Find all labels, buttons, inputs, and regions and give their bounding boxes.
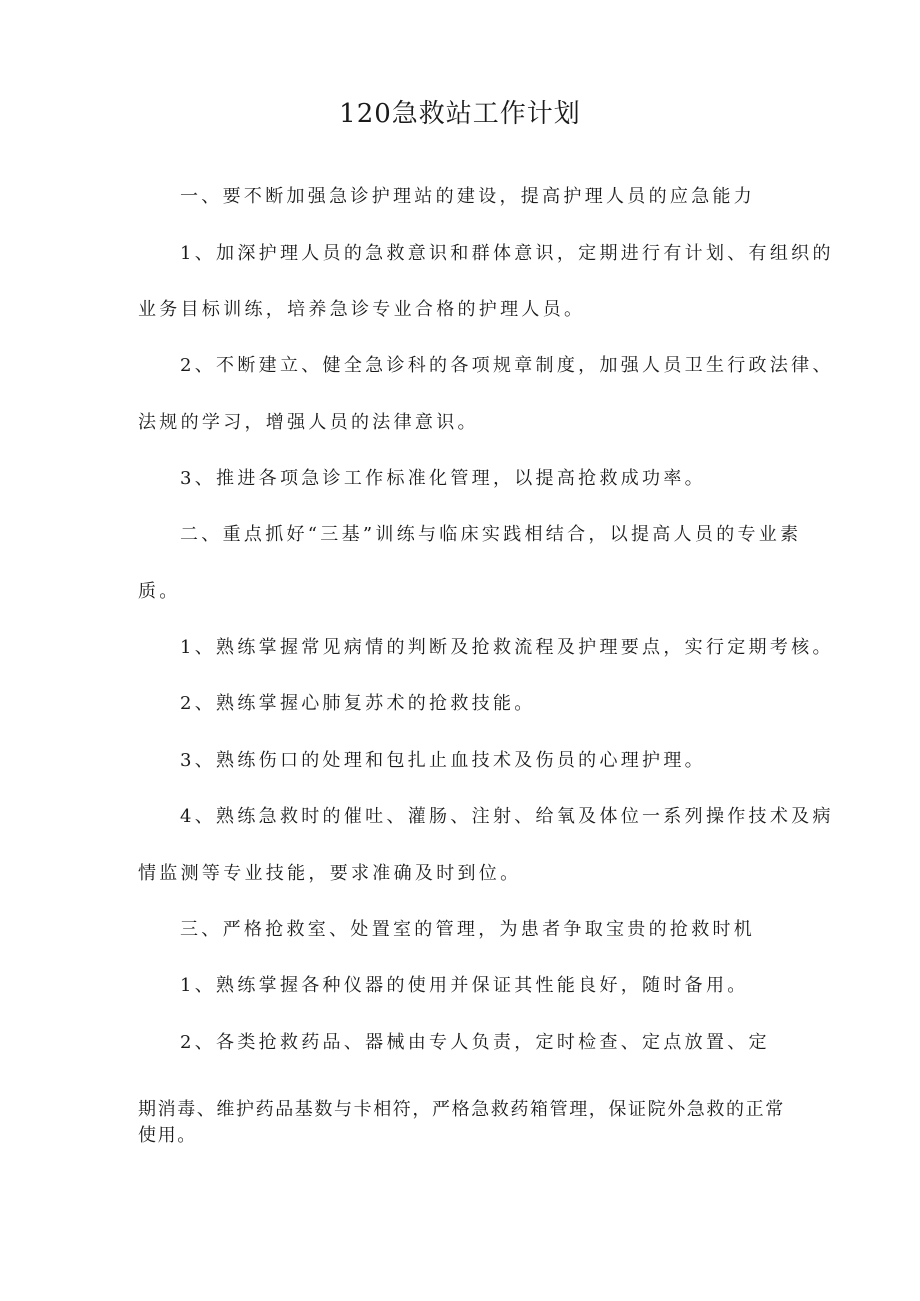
paragraph-line: 1、熟练掌握常见病情的判断及抢救流程及护理要点，实行定期考核。 <box>180 637 834 658</box>
paragraph-line: 4、熟练急救时的催吐、灌肠、注射、给氧及体位一系列操作技术及病 <box>180 806 834 827</box>
paragraph-line: 业务目标训练，培养急诊专业合格的护理人员。 <box>138 299 586 320</box>
paragraph-line: 2、不断建立、健全急诊科的各项规章制度，加强人员卫生行政法律、 <box>180 355 834 376</box>
paragraph-line: 2、各类抢救药品、器械由专人负责，定时检查、定点放置、定 <box>180 1032 770 1053</box>
section-heading-2: 二、重点抓好“三基”训练与临床实践相结合，以提高人员的专业素 <box>180 524 802 545</box>
paragraph-line: 期消毒、维护药品基数与卡相符，严格急救药箱管理，保证院外急救的正常 <box>138 1099 785 1120</box>
paragraph-line: 2、熟练掌握心肺复苏术的抢救技能。 <box>180 693 536 714</box>
paragraph-line: 法规的学习，增强人员的法律意识。 <box>138 412 479 433</box>
section-heading-3: 三、严格抢救室、处置室的管理，为患者争取宝贵的抢救时机 <box>180 919 756 940</box>
paragraph-line: 1、熟练掌握各种仪器的使用并保证其性能良好，随时备用。 <box>180 975 749 996</box>
paragraph-line: 3、推进各项急诊工作标准化管理，以提高抢救成功率。 <box>180 468 706 489</box>
paragraph-line: 3、熟练伤口的处理和包扎止血技术及伤员的心理护理。 <box>180 750 706 771</box>
paragraph-line: 质。 <box>138 581 181 602</box>
paragraph-line: 1、加深护理人员的急救意识和群体意识，定期进行有计划、有组织的 <box>180 243 834 264</box>
document-title: 120急救站工作计划 <box>339 99 581 129</box>
paragraph-line: 情监测等专业技能，要求准确及时到位。 <box>138 863 522 884</box>
section-heading-1: 一、要不断加强急诊护理站的建设，提高护理人员的应急能力 <box>180 186 756 207</box>
paragraph-line: 使用。 <box>138 1125 197 1146</box>
